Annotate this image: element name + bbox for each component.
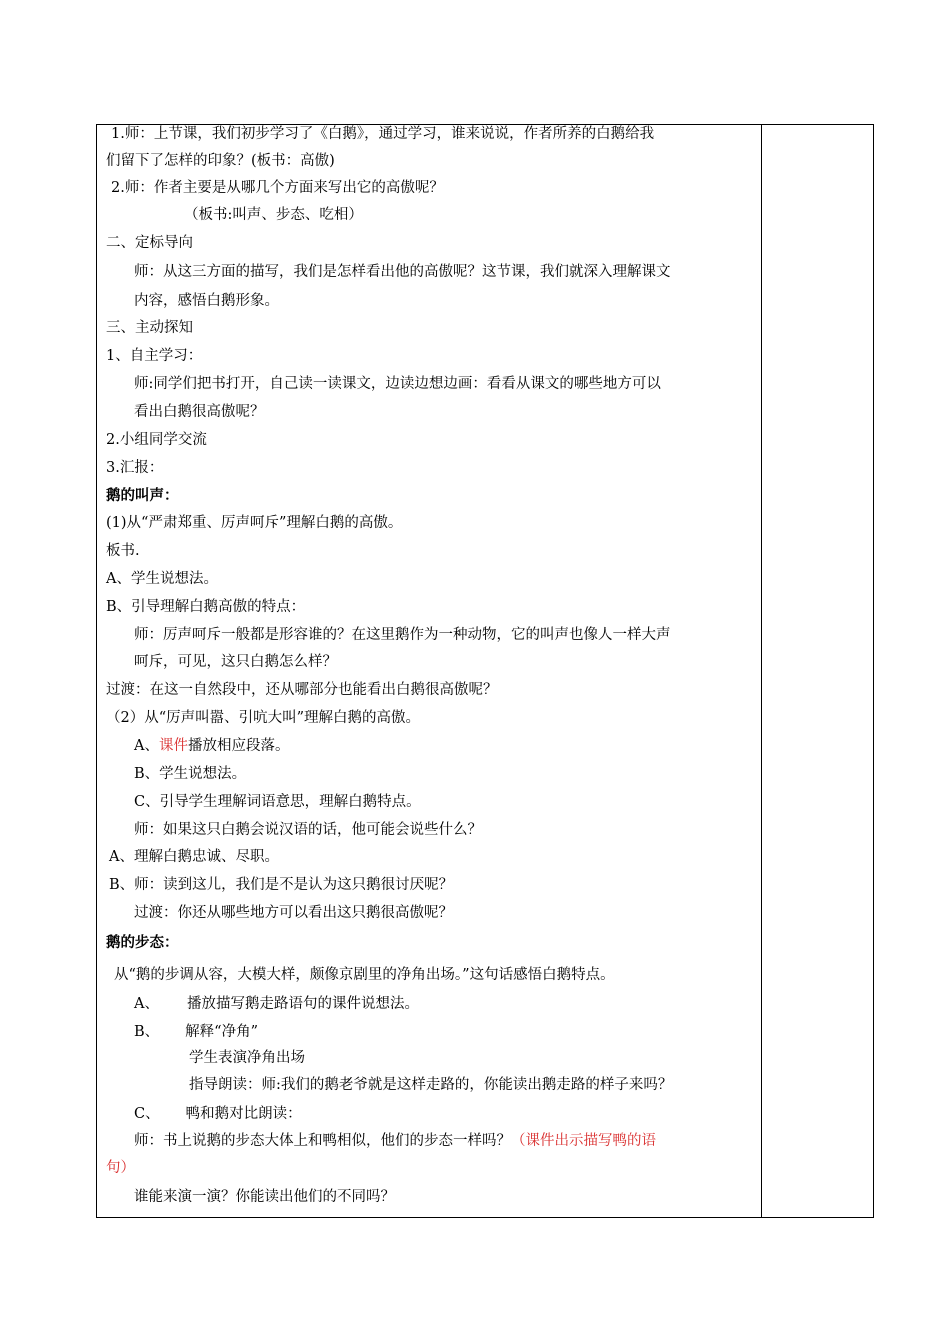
item-marker: A、: [134, 996, 159, 1012]
item-text: 播放相应段落。: [187, 738, 290, 754]
text-line: （板书:叫声、步态、吃相）: [184, 207, 363, 223]
item-text: 鸭和鹅对比朗读：: [185, 1106, 302, 1122]
text-line: 3.汇报：: [106, 460, 164, 476]
text-line: B、学生说想法。: [134, 766, 247, 782]
item-marker: B、: [134, 1024, 160, 1040]
highlight-text: 课件: [158, 738, 188, 754]
item-text: 解释“净角”: [185, 1024, 258, 1040]
text-line: 师：从这三方面的描写，我们是怎样看出他的高傲呢？这节课，我们就深入理解课文: [134, 264, 671, 280]
text-line: 1.师：上节课，我们初步学习了《白鹅》，通过学习，谁来说说，作者所养的白鹅给我: [111, 126, 655, 142]
text-line: 过渡：在这一自然段中，还从哪部分也能看出白鹅很高傲呢？: [106, 682, 498, 698]
highlight-text: （课件出示描写鸭的语: [511, 1133, 656, 1149]
text-line: 谁能来演一演？你能读出他们的不同吗？: [134, 1189, 395, 1205]
text-line: （2）从“厉声叫嚣、引吭大叫”理解白鹅的高傲。: [106, 710, 421, 726]
section-heading: 三、主动探知: [106, 320, 193, 336]
text-line: 师:同学们把书打开，自己读一读课文，边读边想边画：看看从课文的哪些地方可以: [134, 376, 661, 392]
text-line: 板书.: [106, 543, 140, 559]
table-column-divider: [761, 124, 762, 1218]
text-line: 内容，感悟白鹅形象。: [134, 293, 279, 309]
text-line: 指导朗读：师:我们的鹅老爷就是这样走路的，你能读出鹅走路的样子来吗？: [189, 1077, 673, 1093]
text-line: 从“鹅的步调从容，大模大样，颇像京剧里的净角出场。”这句话感悟白鹅特点。: [114, 967, 615, 983]
highlight-text: 句）: [106, 1160, 135, 1176]
item-marker: A、: [134, 738, 159, 754]
text-line: [134, 1104, 302, 1124]
text-line: 看出白鹅很高傲呢？: [134, 404, 265, 420]
item-marker: C、: [134, 1106, 160, 1122]
text-line: 师：如果这只白鹅会说汉语的话，他可能会说些什么？: [134, 822, 482, 838]
text-line: B、引导理解白鹅高傲的特点：: [106, 599, 306, 615]
text-line: 2.师：作者主要是从哪几个方面来写出它的高傲呢？: [111, 180, 444, 196]
text-line: C、引导学生理解词语意思，理解白鹅特点。: [134, 794, 421, 810]
text-line: 呵斥，可见，这只白鹅怎么样？: [134, 654, 337, 670]
text-line: 过渡：你还从哪些地方可以看出这只鹅很高傲呢？: [134, 905, 453, 921]
text-line: [134, 1022, 258, 1042]
text-line: 学生表演净角出场: [189, 1050, 305, 1066]
text-line: 2.小组同学交流: [106, 432, 207, 448]
text-line: 们留下了怎样的印象？(板书：高傲): [106, 153, 335, 169]
text-line: [134, 1131, 656, 1151]
text-line: A、理解白鹅忠诚、尽职。: [109, 849, 279, 865]
item-text: 师：书上说鹅的步态大体上和鸭相似，他们的步态一样吗？: [134, 1133, 511, 1149]
subsection-heading: 鹅的叫声：: [106, 487, 179, 504]
text-line: [134, 994, 419, 1014]
text-line: (1)从“严肃郑重、厉声呵斥”理解白鹅的高傲。: [106, 515, 403, 531]
text-line: B、师：读到这儿，我们是不是认为这只鹅很讨厌呢？: [109, 877, 454, 893]
section-heading: 二、定标导向: [106, 235, 193, 251]
text-line: 师：厉声呵斥一般都是形容谁的？在这里鹅作为一种动物，它的叫声也像人一样大声: [134, 627, 671, 643]
text-line: A、学生说想法。: [106, 571, 218, 587]
item-text: 播放描写鹅走路语句的课件说想法。: [186, 996, 419, 1012]
text-line: [134, 736, 289, 756]
text-line: 1、自主学习：: [106, 348, 203, 364]
subsection-heading: 鹅的步态：: [106, 934, 179, 951]
